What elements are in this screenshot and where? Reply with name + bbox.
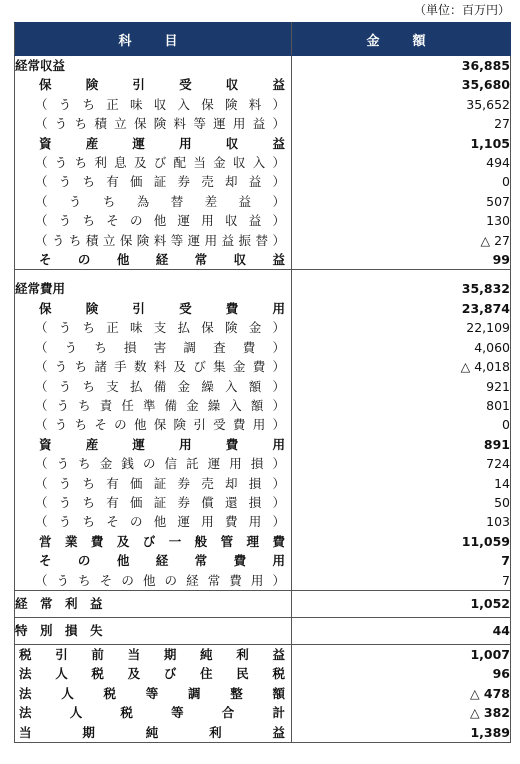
table-row	[15, 396, 511, 415]
table-row	[15, 617, 511, 644]
row-label	[15, 338, 292, 357]
table-row	[15, 95, 511, 114]
row-label-text: 当期純利益	[19, 724, 285, 740]
row-amount: 99	[292, 250, 511, 270]
table-row	[15, 338, 511, 357]
row-label-text: 資産運用収益	[39, 135, 285, 151]
row-amount: 4,060	[292, 338, 511, 357]
row-label	[15, 644, 292, 664]
table-row	[15, 75, 511, 94]
table-row	[15, 551, 511, 570]
row-amount: △ 27	[292, 231, 511, 250]
row-label-text: （うち積立保険料等運用益）	[35, 116, 285, 132]
table-row	[15, 279, 511, 298]
row-label	[15, 493, 292, 512]
row-amount: 1,105	[292, 134, 511, 153]
table-row	[15, 684, 511, 703]
row-amount: 35,652	[292, 95, 511, 114]
row-label	[15, 318, 292, 337]
table-row	[15, 299, 511, 318]
unit-note: （単位：百万円）	[413, 3, 510, 17]
row-amount: 7	[292, 571, 511, 591]
item-column-header: 科 目	[15, 23, 292, 56]
row-amount: 724	[292, 454, 511, 473]
row-label	[15, 56, 292, 76]
amount-column-header: 金 額	[292, 23, 511, 56]
row-label	[15, 134, 292, 153]
row-amount: 11,059	[292, 532, 511, 551]
row-label-text: 特 別 損 失	[15, 622, 103, 638]
table-row	[15, 454, 511, 473]
row-label	[15, 211, 292, 230]
row-amount: 27	[292, 114, 511, 133]
row-label-text: （うちその他の経常費用）	[35, 572, 285, 588]
row-amount: 130	[292, 211, 511, 230]
row-amount: △ 4,018	[292, 357, 511, 376]
row-label	[15, 532, 292, 551]
row-amount: △ 478	[292, 684, 511, 703]
row-label	[15, 415, 292, 434]
row-label-text: 経常収益	[15, 58, 66, 73]
row-label-text: （うち正味支払保険金）	[35, 320, 285, 336]
row-amount: 44	[292, 617, 511, 644]
row-label	[15, 571, 292, 591]
row-label	[15, 435, 292, 454]
table-row	[15, 211, 511, 230]
row-amount: 1,007	[292, 644, 511, 664]
row-label	[15, 377, 292, 396]
row-label	[15, 231, 292, 250]
row-label-text: （うち責任準備金繰入額）	[35, 397, 285, 413]
row-label-text: （うち正味収入保険料）	[35, 96, 285, 112]
row-label-text: 法人税及び住民税	[19, 666, 285, 682]
row-label	[15, 299, 292, 318]
row-label-text: 法人税等調整額	[19, 685, 285, 701]
row-label-text: その他経常収益	[39, 252, 285, 268]
row-label	[15, 114, 292, 133]
row-label	[15, 279, 292, 298]
row-amount: 1,389	[292, 723, 511, 743]
row-amount: 494	[292, 153, 511, 172]
row-amount: 0	[292, 172, 511, 191]
row-label	[15, 684, 292, 703]
table-row	[15, 664, 511, 683]
row-label-text: （うち利息及び配当金収入）	[35, 155, 285, 171]
table-row	[15, 250, 511, 270]
row-amount: △ 382	[292, 703, 511, 722]
table-row	[15, 435, 511, 454]
row-label-text: （うち有価証券償還損）	[35, 494, 285, 510]
row-label	[15, 396, 292, 415]
row-amount: 1,052	[292, 590, 511, 617]
row-label	[15, 703, 292, 722]
row-amount: 103	[292, 512, 511, 531]
row-label-text: （うち支払備金繰入額）	[35, 378, 285, 394]
row-amount: 22,109	[292, 318, 511, 337]
table-row	[15, 153, 511, 172]
row-label-text: 経 常 利 益	[15, 595, 103, 611]
table-row	[15, 114, 511, 133]
row-amount: 35,680	[292, 75, 511, 94]
row-amount: 921	[292, 377, 511, 396]
row-amount: 7	[292, 551, 511, 570]
row-label-text: （うち積立保険料等運用益振替）	[35, 232, 285, 248]
table-row	[15, 723, 511, 743]
table-row	[15, 532, 511, 551]
table-row	[15, 703, 511, 722]
section-separator	[15, 270, 511, 280]
table-row	[15, 415, 511, 434]
row-label-text: 税引前当期純利益	[19, 646, 285, 662]
row-label-text: （うち有価証券売却益）	[35, 174, 285, 190]
row-label	[15, 512, 292, 531]
row-label	[15, 192, 292, 211]
table-row	[15, 377, 511, 396]
row-label-text: （うち諸手数料及び集金費）	[35, 359, 285, 375]
row-label	[15, 723, 292, 743]
table-row	[15, 318, 511, 337]
table-row	[15, 512, 511, 531]
table-row	[15, 56, 511, 76]
row-amount: 50	[292, 493, 511, 512]
row-label	[15, 172, 292, 191]
row-amount: 507	[292, 192, 511, 211]
row-label-text: 保険引受費用	[39, 300, 285, 316]
table-row	[15, 231, 511, 250]
row-label	[15, 474, 292, 493]
table-row	[15, 644, 511, 664]
row-label-text: （うち為替差益）	[35, 193, 285, 209]
row-amount: 0	[292, 415, 511, 434]
row-label-text: （うちその他保険引受費用）	[35, 417, 285, 433]
row-label-text: （うち金銭の信託運用損）	[35, 456, 285, 472]
table-row	[15, 172, 511, 191]
row-amount: 23,874	[292, 299, 511, 318]
table-row	[15, 590, 511, 617]
row-label	[15, 664, 292, 683]
table-body	[15, 56, 511, 743]
row-label	[15, 617, 292, 644]
row-label	[15, 250, 292, 270]
row-label-text: その他経常費用	[39, 553, 285, 569]
table-row	[15, 571, 511, 591]
row-label	[15, 357, 292, 376]
row-amount: 801	[292, 396, 511, 415]
row-label-text: 保険引受収益	[39, 77, 285, 93]
row-label-text: （うちその他運用費用）	[35, 514, 285, 530]
row-label-text: 経常費用	[15, 281, 66, 297]
row-label	[15, 454, 292, 473]
row-label-text: （うち損害調査費）	[35, 339, 285, 355]
table-row	[15, 474, 511, 493]
table-row	[15, 493, 511, 512]
table-row	[15, 134, 511, 153]
table-header-row	[15, 23, 511, 56]
row-label	[15, 590, 292, 617]
row-label	[15, 75, 292, 94]
table-row	[15, 192, 511, 211]
row-label	[15, 153, 292, 172]
row-amount: 14	[292, 474, 511, 493]
row-amount: 36,885	[292, 56, 511, 76]
row-amount: 891	[292, 435, 511, 454]
table-row	[15, 357, 511, 376]
row-label-text: 法人税等合計	[19, 705, 285, 721]
row-amount: 96	[292, 664, 511, 683]
row-label	[15, 95, 292, 114]
row-label	[15, 551, 292, 570]
row-label-text: 営業費及び一般管理費	[39, 533, 285, 549]
row-amount: 35,832	[292, 279, 511, 298]
income-statement-table	[14, 22, 511, 743]
row-label-text: （うち有価証券売却損）	[35, 475, 285, 491]
row-label-text: （うちその他運用収益）	[35, 213, 285, 229]
row-label-text: 資産運用費用	[39, 436, 285, 452]
